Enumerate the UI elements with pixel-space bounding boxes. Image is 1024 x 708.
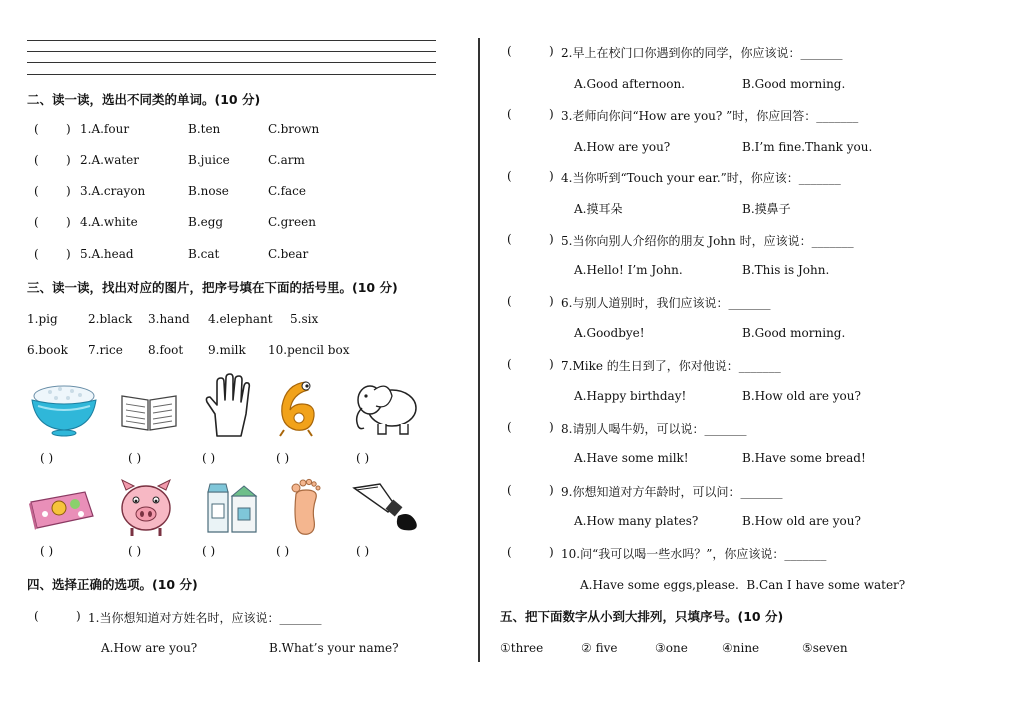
- section-4-title: 四、选择正确的选项。(10 分): [27, 577, 198, 592]
- paren-r1-5: ( ): [356, 451, 370, 465]
- answer-line-3: [27, 62, 436, 63]
- paren-r1-2: ( ): [128, 451, 142, 465]
- paint-tube-icon: [350, 482, 422, 534]
- num-three: ①three: [500, 641, 544, 655]
- pig-icon: [114, 476, 178, 538]
- num-nine: ④nine: [722, 641, 760, 655]
- rice-bowl-icon: [28, 376, 100, 438]
- milk-icon: [202, 480, 264, 536]
- answer-line-1: [27, 40, 436, 41]
- elephant-icon: [348, 376, 420, 438]
- word-six: 5.six: [290, 312, 319, 326]
- hand-icon: [203, 372, 253, 440]
- word-foot: 8.foot: [148, 343, 184, 357]
- num-seven: ⑤seven: [802, 641, 848, 655]
- word-pig: 1.pig: [27, 312, 58, 326]
- column-divider: [478, 38, 480, 662]
- paren-r2-2: ( ): [128, 544, 142, 558]
- paren-r2-1: ( ): [40, 544, 54, 558]
- num-five: ② five: [581, 641, 618, 655]
- paren-r1-1: ( ): [40, 451, 54, 465]
- num-one: ③one: [655, 641, 688, 655]
- word-milk: 9.milk: [208, 343, 246, 357]
- answer-line-4: [27, 74, 436, 75]
- book-icon: [118, 386, 180, 434]
- section-3-title: 三、读一读，找出对应的图片，把序号填在下面的括号里。(10 分): [27, 280, 398, 295]
- foot-icon: [284, 476, 326, 538]
- number-six-icon: [272, 376, 324, 438]
- paren-r2-4: ( ): [276, 544, 290, 558]
- word-pencil-box: 10.pencil box: [268, 343, 350, 357]
- section-2-title: 二、读一读，选出不同类的单词。(10 分): [27, 92, 261, 107]
- answer-line-2: [27, 51, 436, 52]
- pencil-box-icon: [25, 486, 97, 532]
- paren-r2-5: ( ): [356, 544, 370, 558]
- word-rice: 7.rice: [88, 343, 123, 357]
- paren-r2-3: ( ): [202, 544, 216, 558]
- word-black: 2.black: [88, 312, 133, 326]
- paren-r1-3: ( ): [202, 451, 216, 465]
- word-hand: 3.hand: [148, 312, 190, 326]
- word-book: 6.book: [27, 343, 68, 357]
- word-elephant: 4.elephant: [208, 312, 273, 326]
- paren-r1-4: ( ): [276, 451, 290, 465]
- section-5-title: 五、把下面数字从小到大排列，只填序号。(10 分): [500, 609, 784, 624]
